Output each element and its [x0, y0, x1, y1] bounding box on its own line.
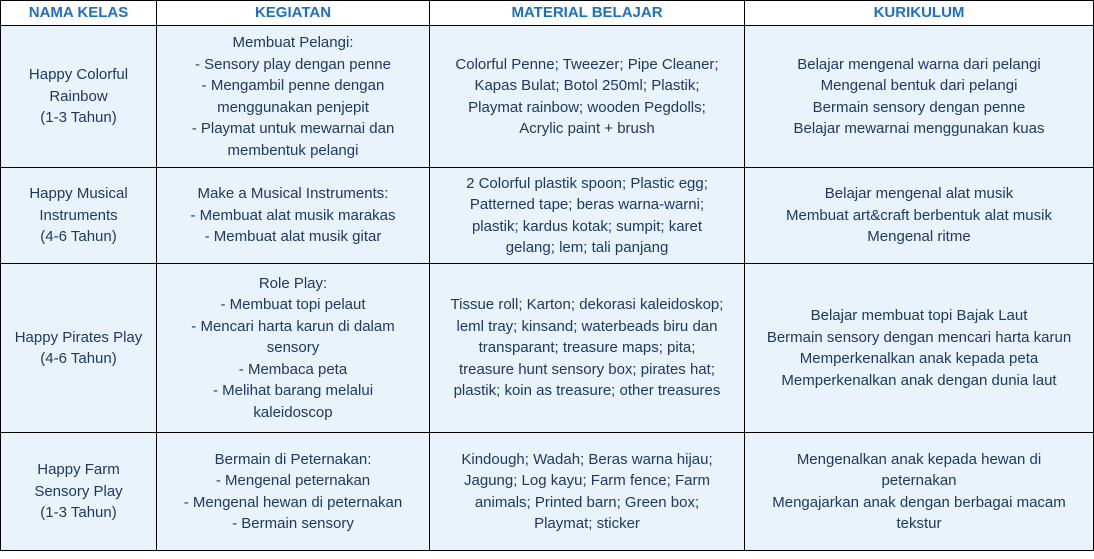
header-kegiatan: KEGIATAN	[157, 1, 430, 26]
activity-cell: Membuat Pelangi: - Sensory play dengan penne - Mengambil penne dengan menggunakan penjepit - Playmat untuk mewarnai dan membentuk pelangi	[157, 26, 430, 168]
material-cell: Kindough; Wadah; Beras warna hijau; Jagung; Log kayu; Farm fence; Farm animals; Printed barn; Green box; Playmat; sticker	[430, 433, 745, 551]
table-row	[1, 433, 1094, 551]
header-kurikulum: KURIKULUM	[745, 1, 1094, 26]
header-material-belajar: MATERIAL BELAJAR	[430, 1, 745, 26]
table-row	[1, 264, 1094, 433]
table-row	[1, 168, 1094, 264]
material-cell: Colorful Penne; Tweezer; Pipe Cleaner; Kapas Bulat; Botol 250ml; Plastik; Playmat rainbow; wooden Pegdolls; Acrylic paint + brush	[430, 26, 745, 168]
activity-cell: Bermain di Peternakan: - Mengenal peternakan - Mengenal hewan di peternakan - Bermain sensory	[157, 433, 430, 551]
curriculum-cell: Belajar mengenal warna dari pelangi Mengenal bentuk dari pelangi Bermain sensory dengan penne Belajar mewarnai menggunakan kuas	[745, 26, 1094, 168]
material-cell: 2 Colorful plastik spoon; Plastic egg; Patterned tape; beras warna-warni; plastik; kardus kotak; sumpit; karet gelang; lem; tali panjang	[430, 168, 745, 264]
curriculum-cell: Belajar mengenal alat musik Membuat art&craft berbentuk alat musik Mengenal ritme	[745, 168, 1094, 264]
curriculum-cell: Belajar membuat topi Bajak Laut Bermain sensory dengan mencari harta karun Memperkenalkan anak kepada peta Memperkenalkan anak dengan dunia laut	[745, 264, 1094, 433]
activity-cell: Role Play: - Membuat topi pelaut - Mencari harta karun di dalam sensory - Membaca peta - Melihat barang melalui kaleidoscop	[157, 264, 430, 433]
activity-cell: Make a Musical Instruments: - Membuat alat musik marakas - Membuat alat musik gitar	[157, 168, 430, 264]
class-name-cell: Happy Farm Sensory Play (1-3 Tahun)	[1, 433, 157, 551]
header-nama-kelas: NAMA KELAS	[1, 1, 157, 26]
class-name-cell: Happy Pirates Play (4-6 Tahun)	[1, 264, 157, 433]
table-row	[1, 26, 1094, 168]
header-row	[1, 1, 1094, 26]
class-name-cell: Happy Musical Instruments (4-6 Tahun)	[1, 168, 157, 264]
class-name-cell: Happy Colorful Rainbow (1-3 Tahun)	[1, 26, 157, 168]
material-cell: Tissue roll; Karton; dekorasi kaleidoskop; leml tray; kinsand; waterbeads biru dan transparant; treasure maps; pita; treasure hunt sensory box; pirates hat; plastik; koin as treasure; other treasures	[430, 264, 745, 433]
curriculum-cell: Mengenalkan anak kepada hewan di peternakan Mengajarkan anak dengan berbagai macam tekstur	[745, 433, 1094, 551]
